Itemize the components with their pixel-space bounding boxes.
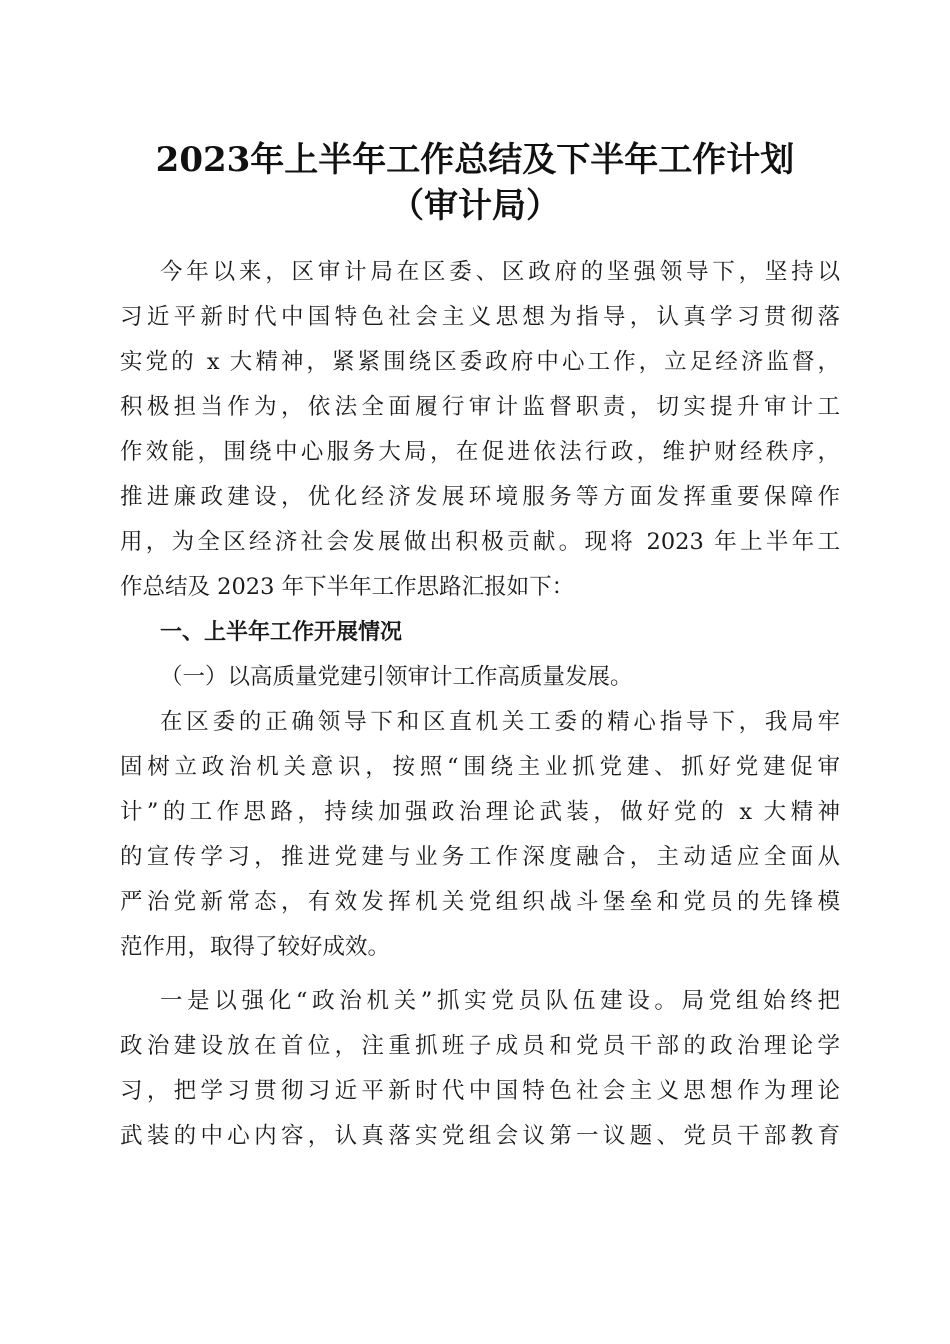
- paragraph-line: 今年以来，区审计局在区委、区政府的坚强领导下，坚持以: [160, 259, 840, 285]
- paragraph-line: 政治建设放在首位，注重抓班子成员和党员干部的政治理论学: [120, 1033, 840, 1059]
- paragraph-line: 一是以强化“政治机关”抓实党员队伍建设。局党组始终把: [160, 988, 840, 1014]
- paragraph-line: 积极担当作为，依法全面履行审计监督职责，切实提升审计工: [120, 394, 840, 420]
- section-heading: 一、上半年工作开展情况: [160, 620, 403, 645]
- paragraph-intro: [120, 250, 840, 610]
- paragraph-line: 范作用，取得了较好成效。: [120, 934, 391, 960]
- paragraph-line: 作总结及 2023 年下半年工作思路汇报如下：: [120, 574, 575, 600]
- paragraph-line: 习，把学习贯彻习近平新时代中国特色社会主义思想作为理论: [120, 1078, 840, 1104]
- paragraph-line: 固树立政治机关意识，按照“围绕主业抓党建、抓好党建促审: [120, 754, 840, 780]
- document-body: [120, 250, 840, 1159]
- paragraph-party-building: [120, 700, 840, 970]
- paragraph-line: 严治党新常态，有效发挥机关党组织战斗堡垒和党员的先锋模: [120, 889, 840, 915]
- paragraph-line: 用，为全区经济社会发展做出积极贡献。现将 2023 年上半年工: [120, 529, 840, 555]
- paragraph-line: 武装的中心内容，认真落实党组会议第一议题、党员干部教育: [120, 1123, 840, 1149]
- paragraph-line: 推进廉政建设，优化经济发展环境服务等方面发挥重要保障作: [120, 484, 840, 510]
- paragraph-line: 计”的工作思路，持续加强政治理论武装，做好党的 x 大精神: [120, 799, 840, 825]
- paragraph-spacer: [120, 970, 840, 979]
- paragraph-political-organ: [120, 979, 840, 1159]
- paragraph-line: 实党的 x 大精神，紧紧围绕区委政府中心工作，立足经济监督，: [120, 349, 840, 375]
- section-subheading: （一）以高质量党建引领审计工作高质量发展。: [160, 664, 633, 690]
- document-title: 2023年上半年工作总结及下半年工作计划: [155, 140, 795, 180]
- paragraph-line: 在区委的正确领导下和区直机关工委的精心指导下，我局牢: [160, 709, 840, 735]
- paragraph-line: 作效能，围绕中心服务大局，在促进依法行政，维护财经秩序，: [120, 439, 840, 465]
- paragraph-line: 的宣传学习，推进党建与业务工作深度融合，主动适应全面从: [120, 844, 840, 870]
- document-subtitle: （审计局）: [390, 186, 560, 226]
- paragraph-line: 习近平新时代中国特色社会主义思想为指导，认真学习贯彻落: [120, 304, 840, 330]
